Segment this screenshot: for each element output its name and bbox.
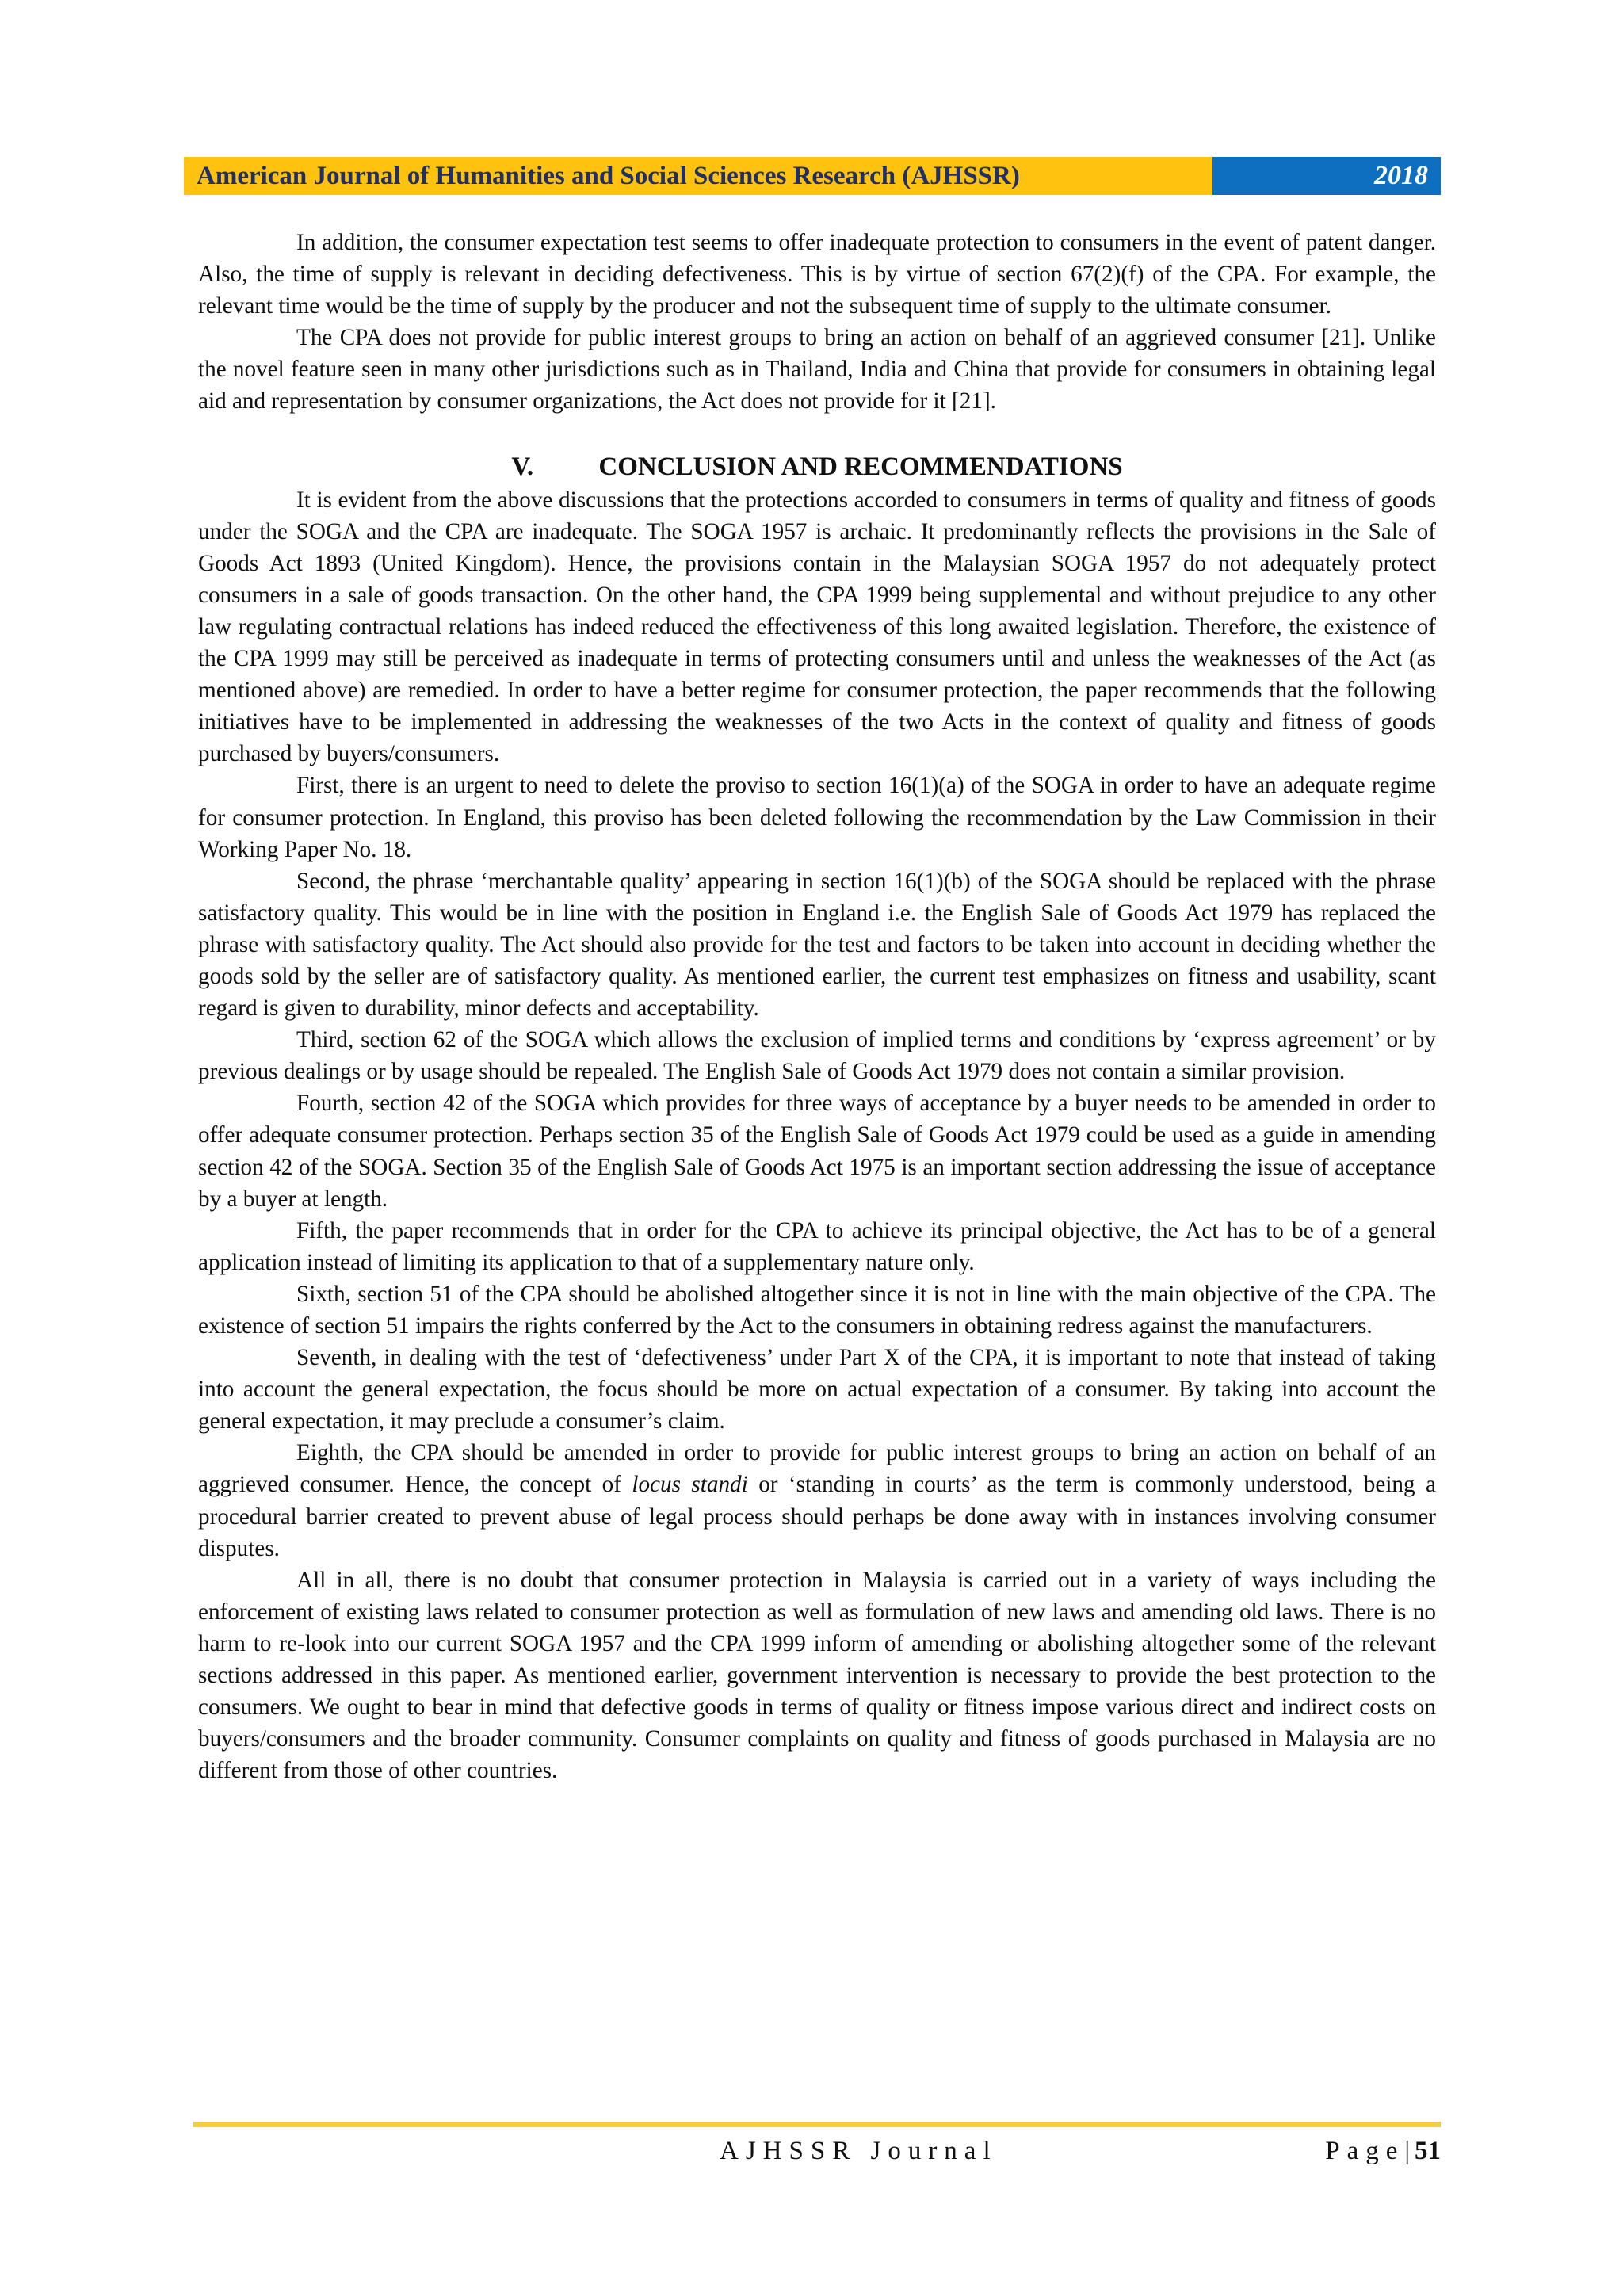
section-title: CONCLUSION AND RECOMMENDATIONS [598, 452, 1123, 481]
footer-separator: | [1404, 2137, 1410, 2165]
eighth-text-start: Eighth, the CPA should be amended in order to provide for public interest groups to bring an action on behalf of an aggrieved consumer. Hence, the concept of [198, 1440, 1436, 1498]
body-paragraph: The CPA does not provide for public interest groups to bring an action on behalf of an aggrieved consumer [21]. Unlike the novel feature seen in many other jurisdictions such as in Thailand, India and China that provide for consumers in obtaining legal aid and representation by consumer organizations, the Act does not provide for it [21]. [198, 325, 1436, 415]
footer-divider [193, 2122, 1441, 2127]
body-paragraph: Fifth, the paper recommends that in order for the CPA to achieve its principal objective, the Act has to be of a general application instead of limiting its application to that of a supplementary nature only. [198, 1217, 1436, 1275]
section-number: V. [511, 452, 534, 481]
section-heading [198, 449, 1436, 484]
running-header [184, 157, 1441, 195]
eighth-text-end: or ‘standing in courts’ as the term is commonly understood, being a procedural barrier created to prevent abuse of legal process should perhaps be done away with in instances involving consumer disputes. [198, 1472, 1436, 1561]
body-paragraph: First, there is an urgent to need to delete the proviso to section 16(1)(a) of the SOGA in order to have an adequate regime for consumer protection. In England, this proviso has been deleted following the recommendation by the Law Commission in their Working Paper No. 18. [198, 773, 1436, 862]
footer-journal-name: AJHSSR Journal [720, 2137, 998, 2165]
body-paragraph-final: All in all, there is no doubt that consumer protection in Malaysia is carried out in a variety of ways including the enforcement of existing laws related to consumer protection as well as formulation of new laws and amending old laws. There is no harm to re-look into our current SOGA 1957 and the CPA 1999 inform of amending or abolishing altogether some of the relevant sections addressed in this paper. As mentioned earlier, government intervention is necessary to provide the best protection to the consumers. We ought to bear in mind that defective goods in terms of quality or fitness impose various direct and indirect costs on buyers/consumers and the broader community. Consumer complaints on quality and fitness of goods purchased in Malaysia are no different from those of other countries. [198, 1567, 1436, 1784]
footer-page-info [1325, 2130, 1441, 2172]
body-paragraph: Third, section 62 of the SOGA which allows the exclusion of implied terms and conditions by ‘express agreement’ or by previous dealings or by usage should be repealed. The English Sale of Goods Act 1979 does not contain a similar provision. [198, 1027, 1436, 1085]
page-number: 51 [1415, 2137, 1441, 2165]
article-body [198, 227, 1436, 1786]
header-journal-title: American Journal of Humanities and Social Sciences Research (AJHSSR) [184, 157, 1212, 195]
locus-standi-term: locus standi [632, 1472, 748, 1498]
body-paragraph: Seventh, in dealing with the test of ‘defectiveness’ under Part X of the CPA, it is important to note that instead of taking into account the general expectation, the focus should be more on actual expectation of a consumer. By taking into account the general expectation, it may preclude a consumer’s claim. [198, 1345, 1436, 1435]
body-paragraph: It is evident from the above discussions that the protections accorded to consumers in terms of quality and fitness of goods under the SOGA and the CPA are inadequate. The SOGA 1957 is archaic. It predominantly reflects the provisions in the Sale of Goods Act 1893 (United Kingdom). Hence, the provisions contain in the Malaysian SOGA 1957 do not adequately protect consumers in a sale of goods transaction. On the other hand, the CPA 1999 being supplemental and without prejudice to any other law regulating contractual relations has indeed reduced the effectiveness of this long awaited legislation. Therefore, the existence of the CPA 1999 may still be perceived as inadequate in terms of protecting consumers until and unless the weaknesses of the Act (as mentioned above) are remedied. In order to have a better regime for consumer protection, the paper recommends that the following initiatives have to be implemented in addressing the weaknesses of the two Acts in the context of quality and fitness of goods purchased by buyers/consumers. [198, 487, 1436, 767]
body-paragraph: Second, the phrase ‘merchantable quality’ appearing in section 16(1)(b) of the SOGA should be replaced with the phrase satisfactory quality. This would be in line with the position in England i.e. the English Sale of Goods Act 1979 has replaced the phrase with satisfactory quality. The Act should also provide for the test and factors to be taken into account in deciding whether the goods sold by the seller are of satisfactory quality. As mentioned earlier, the current test emphasizes on fitness and usability, scant regard is given to durability, minor defects and acceptability. [198, 868, 1436, 1022]
footer-page-label: Page [1325, 2137, 1405, 2165]
page-footer [193, 2130, 1441, 2172]
body-paragraph-eighth [198, 1437, 1436, 1564]
body-paragraph: In addition, the consumer expectation test seems to offer inadequate protection to consumers in the event of patent danger. Also, the time of supply is relevant in deciding defectiveness. This is by virtue of section 67(2)(f) of the CPA. For example, the relevant time would be the time of supply by the producer and not the subsequent time of supply to the ultimate consumer. [198, 230, 1436, 319]
header-year: 2018 [1212, 157, 1441, 195]
body-paragraph: Fourth, section 42 of the SOGA which provides for three ways of acceptance by a buyer needs to be amended in order to offer adequate consumer protection. Perhaps section 35 of the English Sale of Goods Act 1979 could be used as a guide in amending section 42 of the SOGA. Section 35 of the English Sale of Goods Act 1975 is an important section addressing the issue of acceptance by a buyer at length. [198, 1091, 1436, 1212]
body-paragraph: Sixth, section 51 of the CPA should be abolished altogether since it is not in line with the main objective of the CPA. The existence of section 51 impairs the rights conferred by the Act to the consumers in obtaining redress against the manufacturers. [198, 1281, 1436, 1339]
